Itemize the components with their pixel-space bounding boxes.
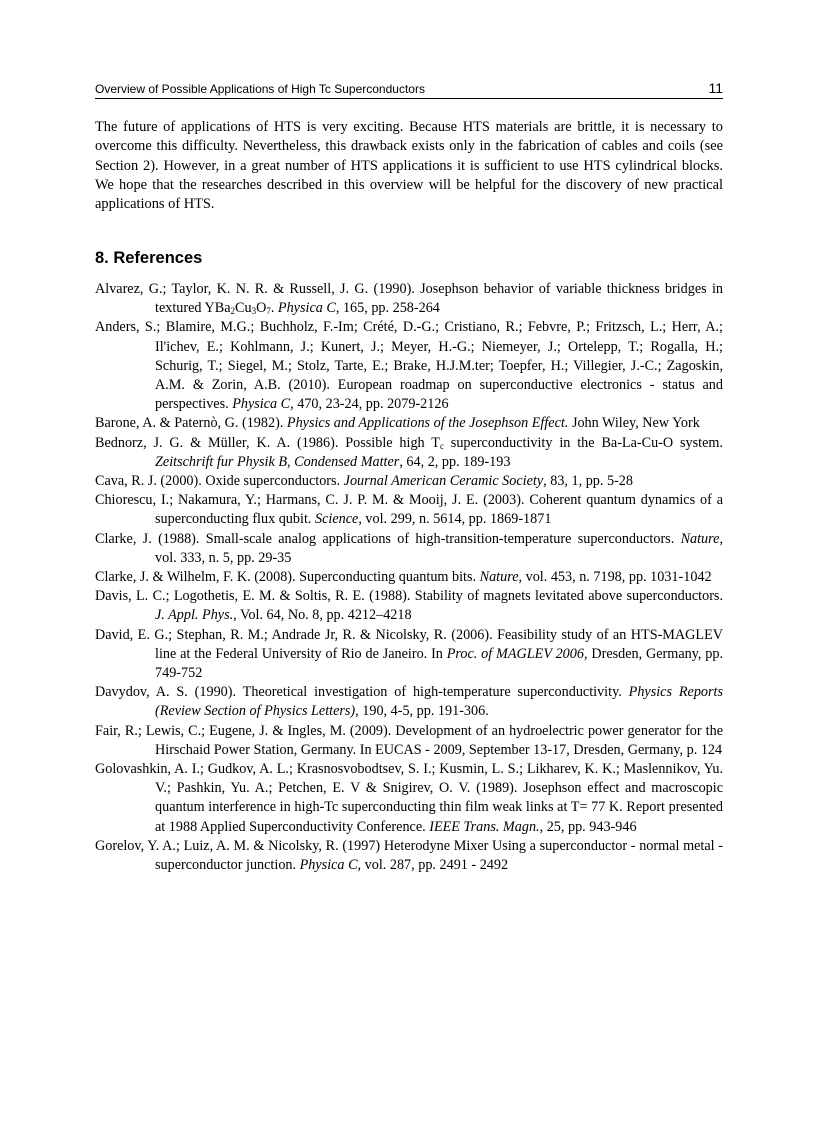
reference-item: Golovashkin, A. I.; Gudkov, A. L.; Krasnosvobodtsev, S. I.; Kusmin, L. S.; Likharev, K. K.; Maslennikov, Yu. V.; Pashkin, Yu. A.; Petchen, E. V & Snigirev, O. V. (1989). Josephson effect and macroscopic quantum interference in high-Tc superconducting thin film weak links at T= 77 K. Report presented at 1988 Applied Superconductivity Conference. IEEE Trans. Magn., 25, pp. 943-946 xyxy=(95,761,723,835)
reference-item: Clarke, J. & Wilhelm, F. K. (2008). Superconducting quantum bits. Nature, vol. 453, n. 7198, pp. 1031-1042 xyxy=(95,569,712,586)
running-header xyxy=(95,80,723,99)
reference-item: Alvarez, G.; Taylor, K. N. R. & Russell, J. G. (1990). Josephson behavior of variable thickness bridges in textured $YBa_2Cu_3O_7$. Physica C, 165, pp. 258-264 xyxy=(95,281,723,317)
reference-item: Clarke, J. (1988). Small-scale analog applications of high-transition-temperature superconductors. Nature, vol. 333, n. 5, pp. 29-35 xyxy=(95,530,723,566)
reference-item: Davydov, A. S. (1990). Theoretical investigation of high-temperature superconductivity. Physics Reports (Review Section of Physics Letters), 190, 4-5, pp. 191-306. xyxy=(95,684,723,720)
reference-item: Gorelov, Y. A.; Luiz, A. M. & Nicolsky, R. (1997) Heterodyne Mixer Using a superconductor - normal metal - superconductor junction. Physica C, vol. 287, pp. 2491 - 2492 xyxy=(95,837,723,874)
section-heading: 8. References xyxy=(95,249,203,267)
reference-item: David, E. G.; Stephan, R. M.; Andrade Jr, R. & Nicolsky, R. (2006). Feasibility study of an HTS-MAGLEV line at the Federal University of Rio de Janeiro. In Proc. of MAGLEV 2006, Dresden, Germany, pp. 749-752 xyxy=(95,626,724,682)
page-number: 11 xyxy=(708,80,723,96)
reference-item: Barone, A. & Paternò, G. (1982). Physics and Applications of the Josephson Effect. John Wiley, New York xyxy=(95,415,700,432)
reference-list xyxy=(95,280,723,875)
reference-item: Davis, L. C.; Logothetis, E. M. & Soltis, R. E. (1988). Stability of magnets levitated above superconductors. J. Appl. Phys., Vol. 64, No. 8, pp. 4212–4218 xyxy=(95,588,723,624)
reference-item: Anders, S.; Blamire, M.G.; Buchholz, F.-Im; Crété, D.-G.; Cristiano, R.; Febvre, P.; Fritzsch, L.; Herr, A.; Il'ichev, E.; Kohlmann, J.; Kunert, J.; Meyer, H.-G.; Niemeyer, J.; Ortelepp, T.; Rogalla, H.; Schurig, T.; Siegel, M.; Stolz, Tarte, E.; Brake, H.J.M.ter; Toepfer, H.; Villegier, J.-C.; Zagoskin, A.M. & Zorin, A.B. (2010). European roadmap on superconductive electronics - status and perspectives. Physica C, 470, 23-24, pp. 2079-2126 xyxy=(95,319,723,413)
reference-item: Fair, R.; Lewis, C.; Eugene, J. & Ingles, M. (2009). Development of an hydroelectric power generator for the Hirschaid Power Station, Germany. In EUCAS - 2009, September 13-17, Dresden, Germany, p. 124 xyxy=(95,722,723,758)
conclusion-paragraph: The future of applications of HTS is very exciting. Because HTS materials are brittle, it is necessary to overcome this difficulty. Nevertheless, this drawback exists only in the fabrication of cables and coils (see Section 2). However, in a great number of HTS applications it is sufficient to use HTS cylindrical blocks. We hope that the researches described in this overview will be helpful for the discovery of new practical applications of HTS. xyxy=(95,119,723,213)
reference-item: Chiorescu, I.; Nakamura, Y.; Harmans, C. J. P. M. & Mooij, J. E. (2003). Coherent quantum dynamics of a superconducting flux qubit. Science, vol. 299, n. 5614, pp. 1869-1871 xyxy=(95,492,723,528)
reference-item: Cava, R. J. (2000). Oxide superconductors. Journal American Ceramic Society, 83, 1, pp. 5-28 xyxy=(95,473,633,490)
running-title: Overview of Possible Applications of High Tc Superconductors xyxy=(95,82,425,96)
reference-item: Bednorz, J. G. & Müller, K. A. (1986). Possible high $T_c$ superconductivity in the Ba-La-Cu-O system. Zeitschrift fur Physik B, Condensed Matter, 64, 2, pp. 189-193 xyxy=(95,434,723,470)
